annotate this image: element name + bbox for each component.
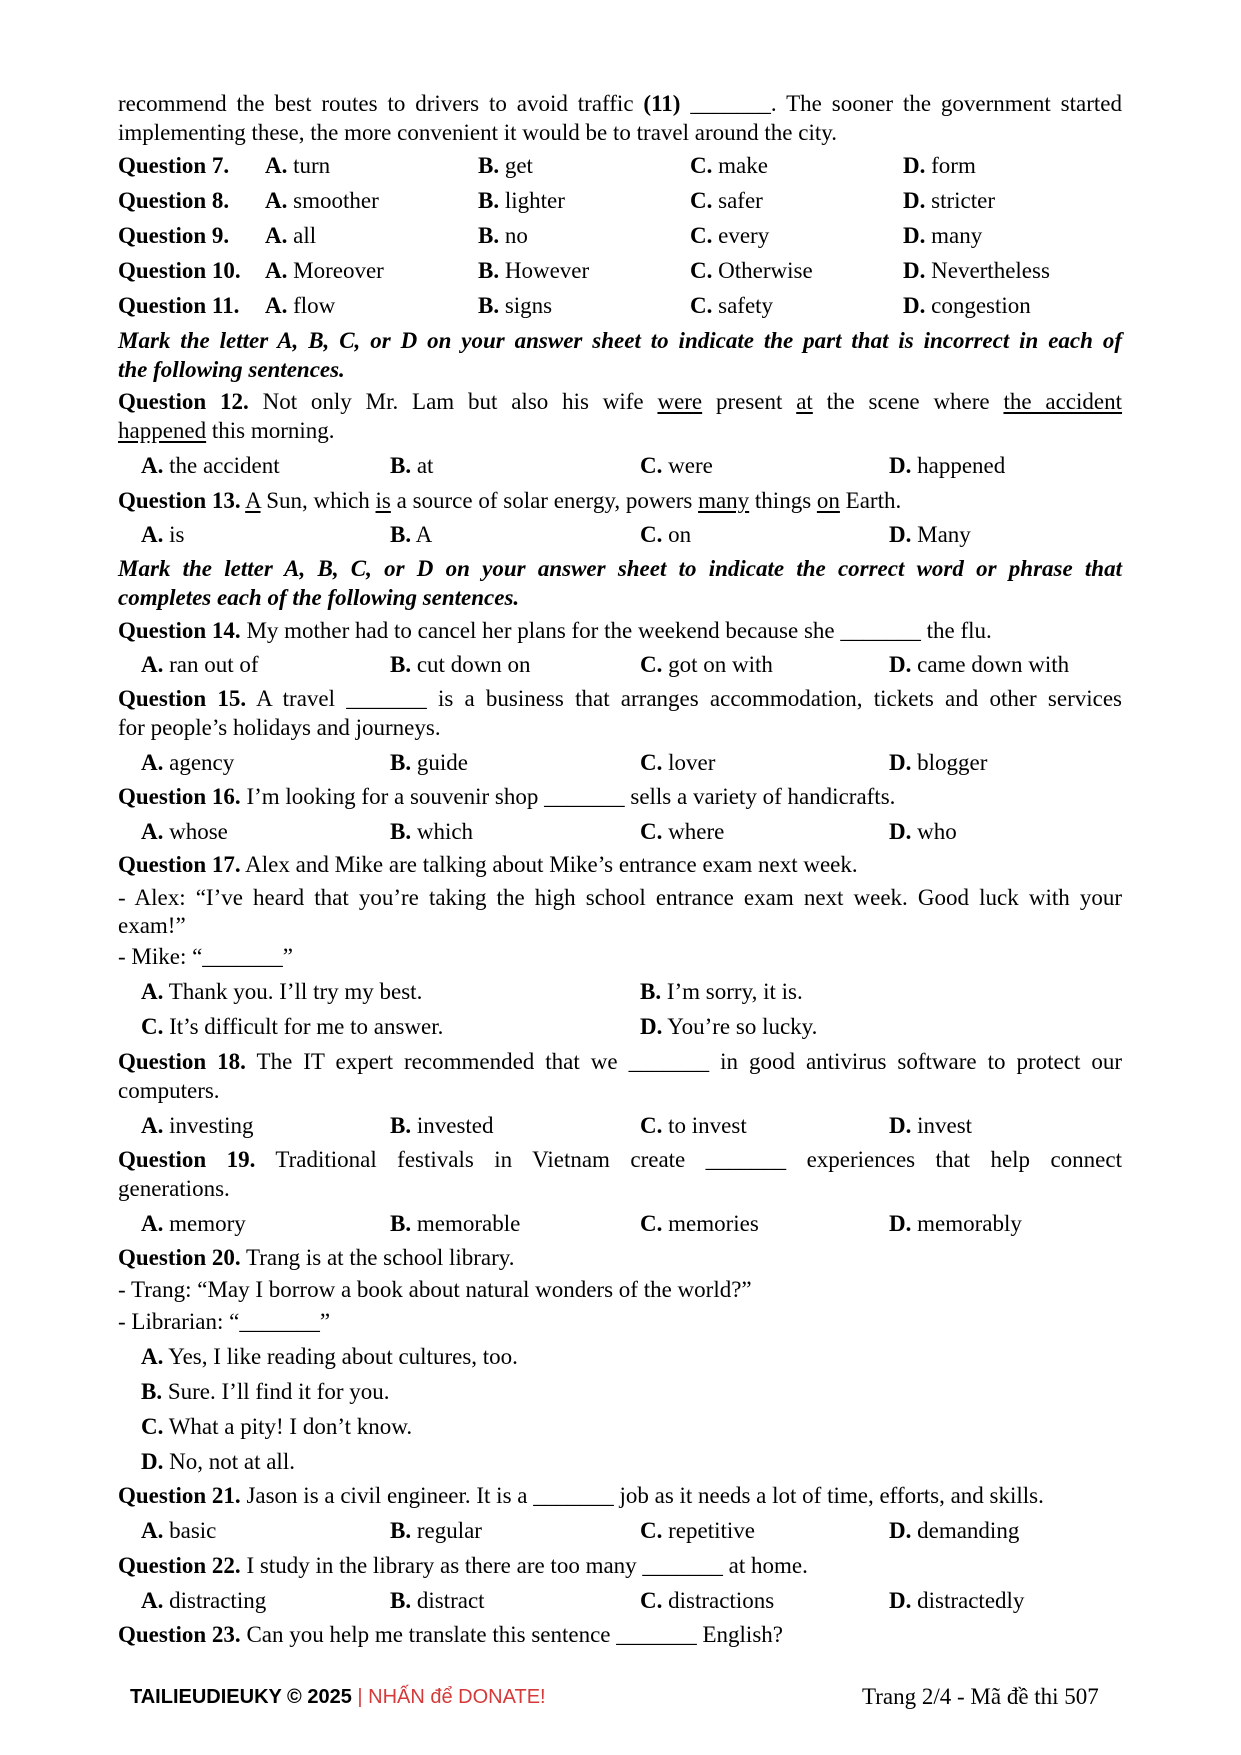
question-20-stem: Question 20. Trang is at the school library. (118, 1245, 515, 1270)
q15-option-c[interactable]: C. lover (640, 750, 716, 775)
q13-option-b[interactable]: B. A (390, 522, 433, 547)
q12-option-b[interactable]: B. at (390, 453, 434, 478)
instruction-correct-word: Mark the letter A, B, C, or D on your answer sheet to indicate the correct word or phrase that (118, 556, 1122, 581)
option-c[interactable]: C. safer (690, 188, 763, 213)
option-a[interactable]: A. all (265, 223, 317, 248)
q21-option-d[interactable]: D. demanding (889, 1518, 1020, 1543)
q18-option-b[interactable]: B. invested (390, 1113, 494, 1138)
q20-option-b[interactable]: B. Sure. I’ll find it for you. (141, 1379, 390, 1404)
page-number: Trang 2/4 - Mã đề thi 507 (862, 1684, 1099, 1709)
question-15-stem: Question 15. A travel _______ is a business that arranges accommodation, tickets and other services (118, 686, 1122, 711)
q19-option-d[interactable]: D. memorably (889, 1211, 1022, 1236)
footer-separator: | (351, 1686, 369, 1708)
question-21-stem: Question 21. Jason is a civil engineer. It is a _______ job as it needs a lot of time, efforts, and skills. (118, 1483, 1044, 1508)
question-13-stem: Question 13. A Sun, which is a source of solar energy, powers many things on Earth. (118, 488, 902, 513)
q17-option-b[interactable]: B. I’m sorry, it is. (640, 979, 803, 1004)
option-c[interactable]: C. safety (690, 293, 774, 318)
q12-option-a[interactable]: A. the accident (141, 453, 280, 478)
question-18-stem: Question 18. The IT expert recommended that we _______ in good antivirus software to protect our (118, 1049, 1123, 1074)
q13-option-c[interactable]: C. on (640, 522, 692, 547)
q13-option-a[interactable]: A. is (141, 522, 185, 547)
q14-option-c[interactable]: C. got on with (640, 652, 773, 677)
q18-option-d[interactable]: D. invest (889, 1113, 973, 1138)
q22-option-c[interactable]: C. distractions (640, 1588, 775, 1613)
q16-option-a[interactable]: A. whose (141, 819, 228, 844)
option-c[interactable]: C. Otherwise (690, 258, 813, 283)
q22-option-a[interactable]: A. distracting (141, 1588, 267, 1613)
brand-label: TAILIEUDIEUKY © 2025 (130, 1686, 352, 1708)
option-b[interactable]: B. get (478, 153, 533, 178)
passage-line-1: recommend the best routes to drivers to avoid traffic (11) _______. The sooner the government started (118, 91, 1122, 116)
q17-option-d[interactable]: D. You’re so lucky. (640, 1014, 818, 1039)
underlined-part: on (816, 488, 840, 513)
question-18-stem-cont: computers. (118, 1078, 220, 1103)
dialogue-mike: - Mike: “_______” (118, 944, 294, 969)
q19-option-c[interactable]: C. memories (640, 1211, 759, 1236)
dialogue-librarian: - Librarian: “_______” (118, 1309, 331, 1334)
question-label: Question 8. (118, 188, 230, 213)
instruction-incorrect-part: Mark the letter A, B, C, or D on your answer sheet to indicate the part that is incorrect in each of (118, 328, 1122, 353)
q15-option-b[interactable]: B. guide (390, 750, 468, 775)
dialogue-trang: - Trang: “May I borrow a book about natural wonders of the world?” (118, 1277, 752, 1302)
question-14-stem: Question 14. My mother had to cancel her plans for the weekend because she _______ the flu. (118, 618, 992, 643)
underlined-part: were (657, 389, 703, 414)
question-label: Question 10. (118, 258, 241, 283)
underlined-part: the accident (1003, 389, 1123, 414)
q14-option-d[interactable]: D. came down with (889, 652, 1070, 677)
option-d[interactable]: D. form (903, 153, 976, 178)
q15-option-d[interactable]: D. blogger (889, 750, 988, 775)
q20-option-c[interactable]: C. What a pity! I don’t know. (141, 1414, 413, 1439)
footer-brand (130, 1683, 546, 1711)
underlined-part: many (698, 488, 750, 513)
q18-option-a[interactable]: A. investing (141, 1113, 254, 1138)
option-c[interactable]: C. make (690, 153, 768, 178)
q19-option-b[interactable]: B. memorable (390, 1211, 521, 1236)
question-15-stem-cont: for people’s holidays and journeys. (118, 715, 441, 740)
underlined-part: A (245, 488, 261, 513)
q17-option-a[interactable]: A. Thank you. I’ll try my best. (141, 979, 423, 1004)
option-b[interactable]: B. no (478, 223, 528, 248)
option-b[interactable]: B. However (478, 258, 590, 283)
q14-option-b[interactable]: B. cut down on (390, 652, 531, 677)
underlined-part: happened (118, 418, 207, 443)
question-19-stem-cont: generations. (118, 1176, 230, 1201)
q12-option-c[interactable]: C. were (640, 453, 713, 478)
question-label: Question 9. (118, 223, 230, 248)
q12-option-d[interactable]: D. happened (889, 453, 1006, 478)
option-a[interactable]: A. flow (265, 293, 336, 318)
q13-option-d[interactable]: D. Many (889, 522, 971, 547)
q14-option-a[interactable]: A. ran out of (141, 652, 259, 677)
q18-option-c[interactable]: C. to invest (640, 1113, 747, 1138)
option-b[interactable]: B. lighter (478, 188, 565, 213)
q17-option-c[interactable]: C. It’s difficult for me to answer. (141, 1014, 444, 1039)
option-d[interactable]: D. many (903, 223, 983, 248)
question-label: Question 7. (118, 153, 230, 178)
question-16-stem: Question 16. I’m looking for a souvenir shop _______ sells a variety of handicrafts. (118, 784, 896, 809)
donate-link[interactable]: NHẤN để DONATE! (368, 1686, 546, 1708)
dialogue-alex-cont: exam!” (118, 913, 186, 938)
underlined-part: at (796, 389, 813, 414)
option-a[interactable]: A. turn (265, 153, 331, 178)
option-a[interactable]: A. Moreover (265, 258, 384, 283)
q20-option-d[interactable]: D. No, not at all. (141, 1449, 295, 1474)
q20-option-a[interactable]: A. Yes, I like reading about cultures, too. (141, 1344, 518, 1369)
option-d[interactable]: D. stricter (903, 188, 995, 213)
q22-option-b[interactable]: B. distract (390, 1588, 485, 1613)
q21-option-c[interactable]: C. repetitive (640, 1518, 755, 1543)
dialogue-alex: - Alex: “I’ve heard that you’re taking the high school entrance exam next week. Good luck with your (118, 885, 1122, 910)
instruction-correct-word-cont: completes each of the following sentences. (118, 585, 520, 610)
option-a[interactable]: A. smoother (265, 188, 379, 213)
q21-option-b[interactable]: B. regular (390, 1518, 482, 1543)
question-12-stem-cont: happened this morning. (118, 418, 335, 443)
q22-option-d[interactable]: D. distractedly (889, 1588, 1025, 1613)
option-c[interactable]: C. every (690, 223, 770, 248)
question-19-stem: Question 19. Traditional festivals in Vietnam create _______ experiences that help connect (118, 1147, 1122, 1172)
passage-line-2: implementing these, the more convenient it would be to travel around the city. (118, 120, 837, 145)
question-12-stem: Question 12. Not only Mr. Lam but also his wife were present at the scene where the accident (118, 389, 1123, 414)
underlined-part: is (375, 488, 391, 513)
option-d[interactable]: D. congestion (903, 293, 1031, 318)
question-23-stem: Question 23. Can you help me translate this sentence _______ English? (118, 1622, 783, 1647)
question-22-stem: Question 22. I study in the library as there are too many _______ at home. (118, 1553, 808, 1578)
q21-option-a[interactable]: A. basic (141, 1518, 217, 1543)
q16-option-c[interactable]: C. where (640, 819, 725, 844)
option-d[interactable]: D. Nevertheless (903, 258, 1050, 283)
q15-option-a[interactable]: A. agency (141, 750, 235, 775)
q16-option-d[interactable]: D. who (889, 819, 957, 844)
option-b[interactable]: B. signs (478, 293, 553, 318)
q16-option-b[interactable]: B. which (390, 819, 474, 844)
instruction-incorrect-part-cont: the following sentences. (118, 357, 345, 382)
q19-option-a[interactable]: A. memory (141, 1211, 246, 1236)
question-label: Question 11. (118, 293, 240, 318)
question-17-stem: Question 17. Alex and Mike are talking about Mike’s entrance exam next week. (118, 852, 858, 877)
